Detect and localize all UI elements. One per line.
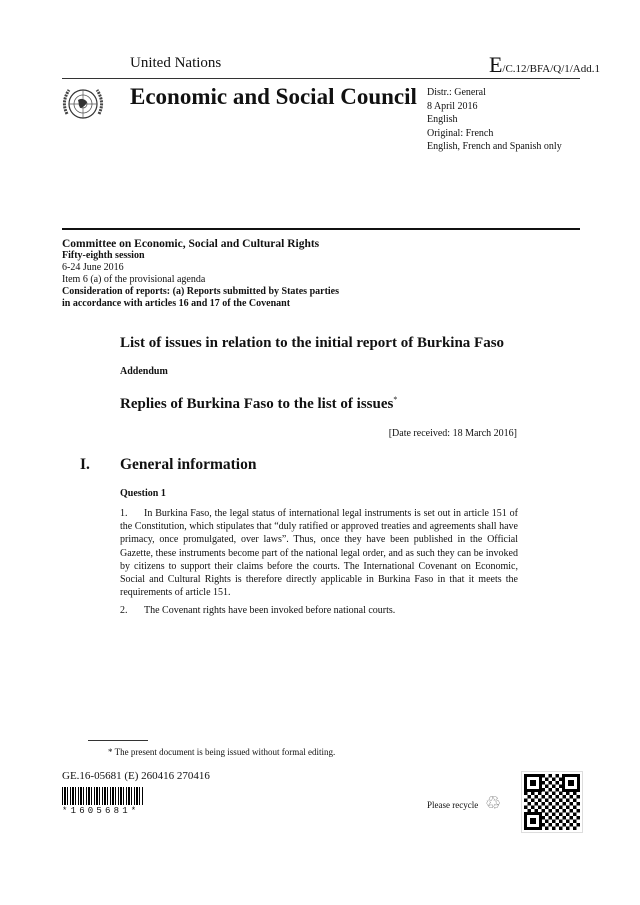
footnote: * The present document is being issued without formal editing. <box>108 747 336 757</box>
section-title: General information <box>120 456 257 473</box>
subtitle-text: Replies of Burkina Faso to the list of issues <box>120 396 394 412</box>
distr-line: Original: French <box>427 127 494 139</box>
agenda-item: Item 6 (a) of the provisional agenda <box>62 274 206 285</box>
distribution-info <box>427 86 562 154</box>
symbol-code: /C.12/BFA/Q/1/Add.1 <box>502 63 600 75</box>
distr-line: English, French and Spanish only <box>427 141 562 152</box>
consideration: Consideration of reports: (a) Reports submitted by States parties <box>62 286 340 297</box>
date-received: [Date received: 18 March 2016] <box>388 428 517 439</box>
recycle-icon: ♲ <box>485 793 502 813</box>
barcode-icon <box>62 787 144 805</box>
paragraph <box>120 507 518 599</box>
barcode-text: *1605681* <box>62 806 140 816</box>
paragraph-text: The Covenant rights have been invoked before national courts. <box>144 605 396 616</box>
distr-line: Distr.: General <box>427 87 486 98</box>
footnote-mark: * <box>393 395 398 404</box>
un-emblem-icon <box>60 84 106 124</box>
recycle-label: Please recycle <box>427 800 479 810</box>
footnote-rule <box>88 740 148 741</box>
org-name: United Nations <box>130 55 222 71</box>
header-thick-rule <box>62 228 580 230</box>
committee-name: Committee on Economic, Social and Cultural Rights <box>62 238 320 250</box>
session-dates: 6-24 June 2016 <box>62 262 124 273</box>
document-title: List of issues in relation to the initial report of Burkina Faso <box>120 335 505 351</box>
symbol-prefix: E <box>488 52 503 77</box>
paragraph-number: 2. <box>120 605 128 616</box>
paragraph <box>120 604 518 617</box>
paragraph-number: 1. <box>120 508 128 519</box>
section-heading <box>80 456 256 474</box>
council-title: Economic and Social Council <box>130 84 417 109</box>
document-symbol <box>489 52 600 78</box>
distr-line: 8 April 2016 <box>427 100 478 112</box>
section-number: I. <box>80 456 90 473</box>
paragraph-text: In Burkina Faso, the legal status of international legal instruments is set out in article 151 of the Constitution, which stipulates that “duly ratified or approved treaties and agreements shall have primacy, once promulgated, over laws”. Thus, once they have been published in the Official Gazette, these instruments become part of the national legal order, and as such they can be invoked by citizens to support their claims before the courts. The International Covenant on Economic, Social and Cultural Rights is therefore directly applicable in Burkina Faso in that it meets the requirements of article 151. <box>120 508 518 599</box>
job-number: GE.16-05681 (E) 260416 270416 <box>62 770 210 782</box>
document-subtitle <box>120 395 397 413</box>
distr-line: English <box>427 114 458 125</box>
addendum-label: Addendum <box>120 366 168 377</box>
committee-block <box>62 238 339 310</box>
consideration-cont: in accordance with articles 16 and 17 of the Covenant <box>62 298 291 309</box>
header-rule <box>62 78 580 79</box>
session: Fifty-eighth session <box>62 250 145 261</box>
qr-code-icon <box>522 772 582 832</box>
question-heading: Question 1 <box>120 488 166 499</box>
